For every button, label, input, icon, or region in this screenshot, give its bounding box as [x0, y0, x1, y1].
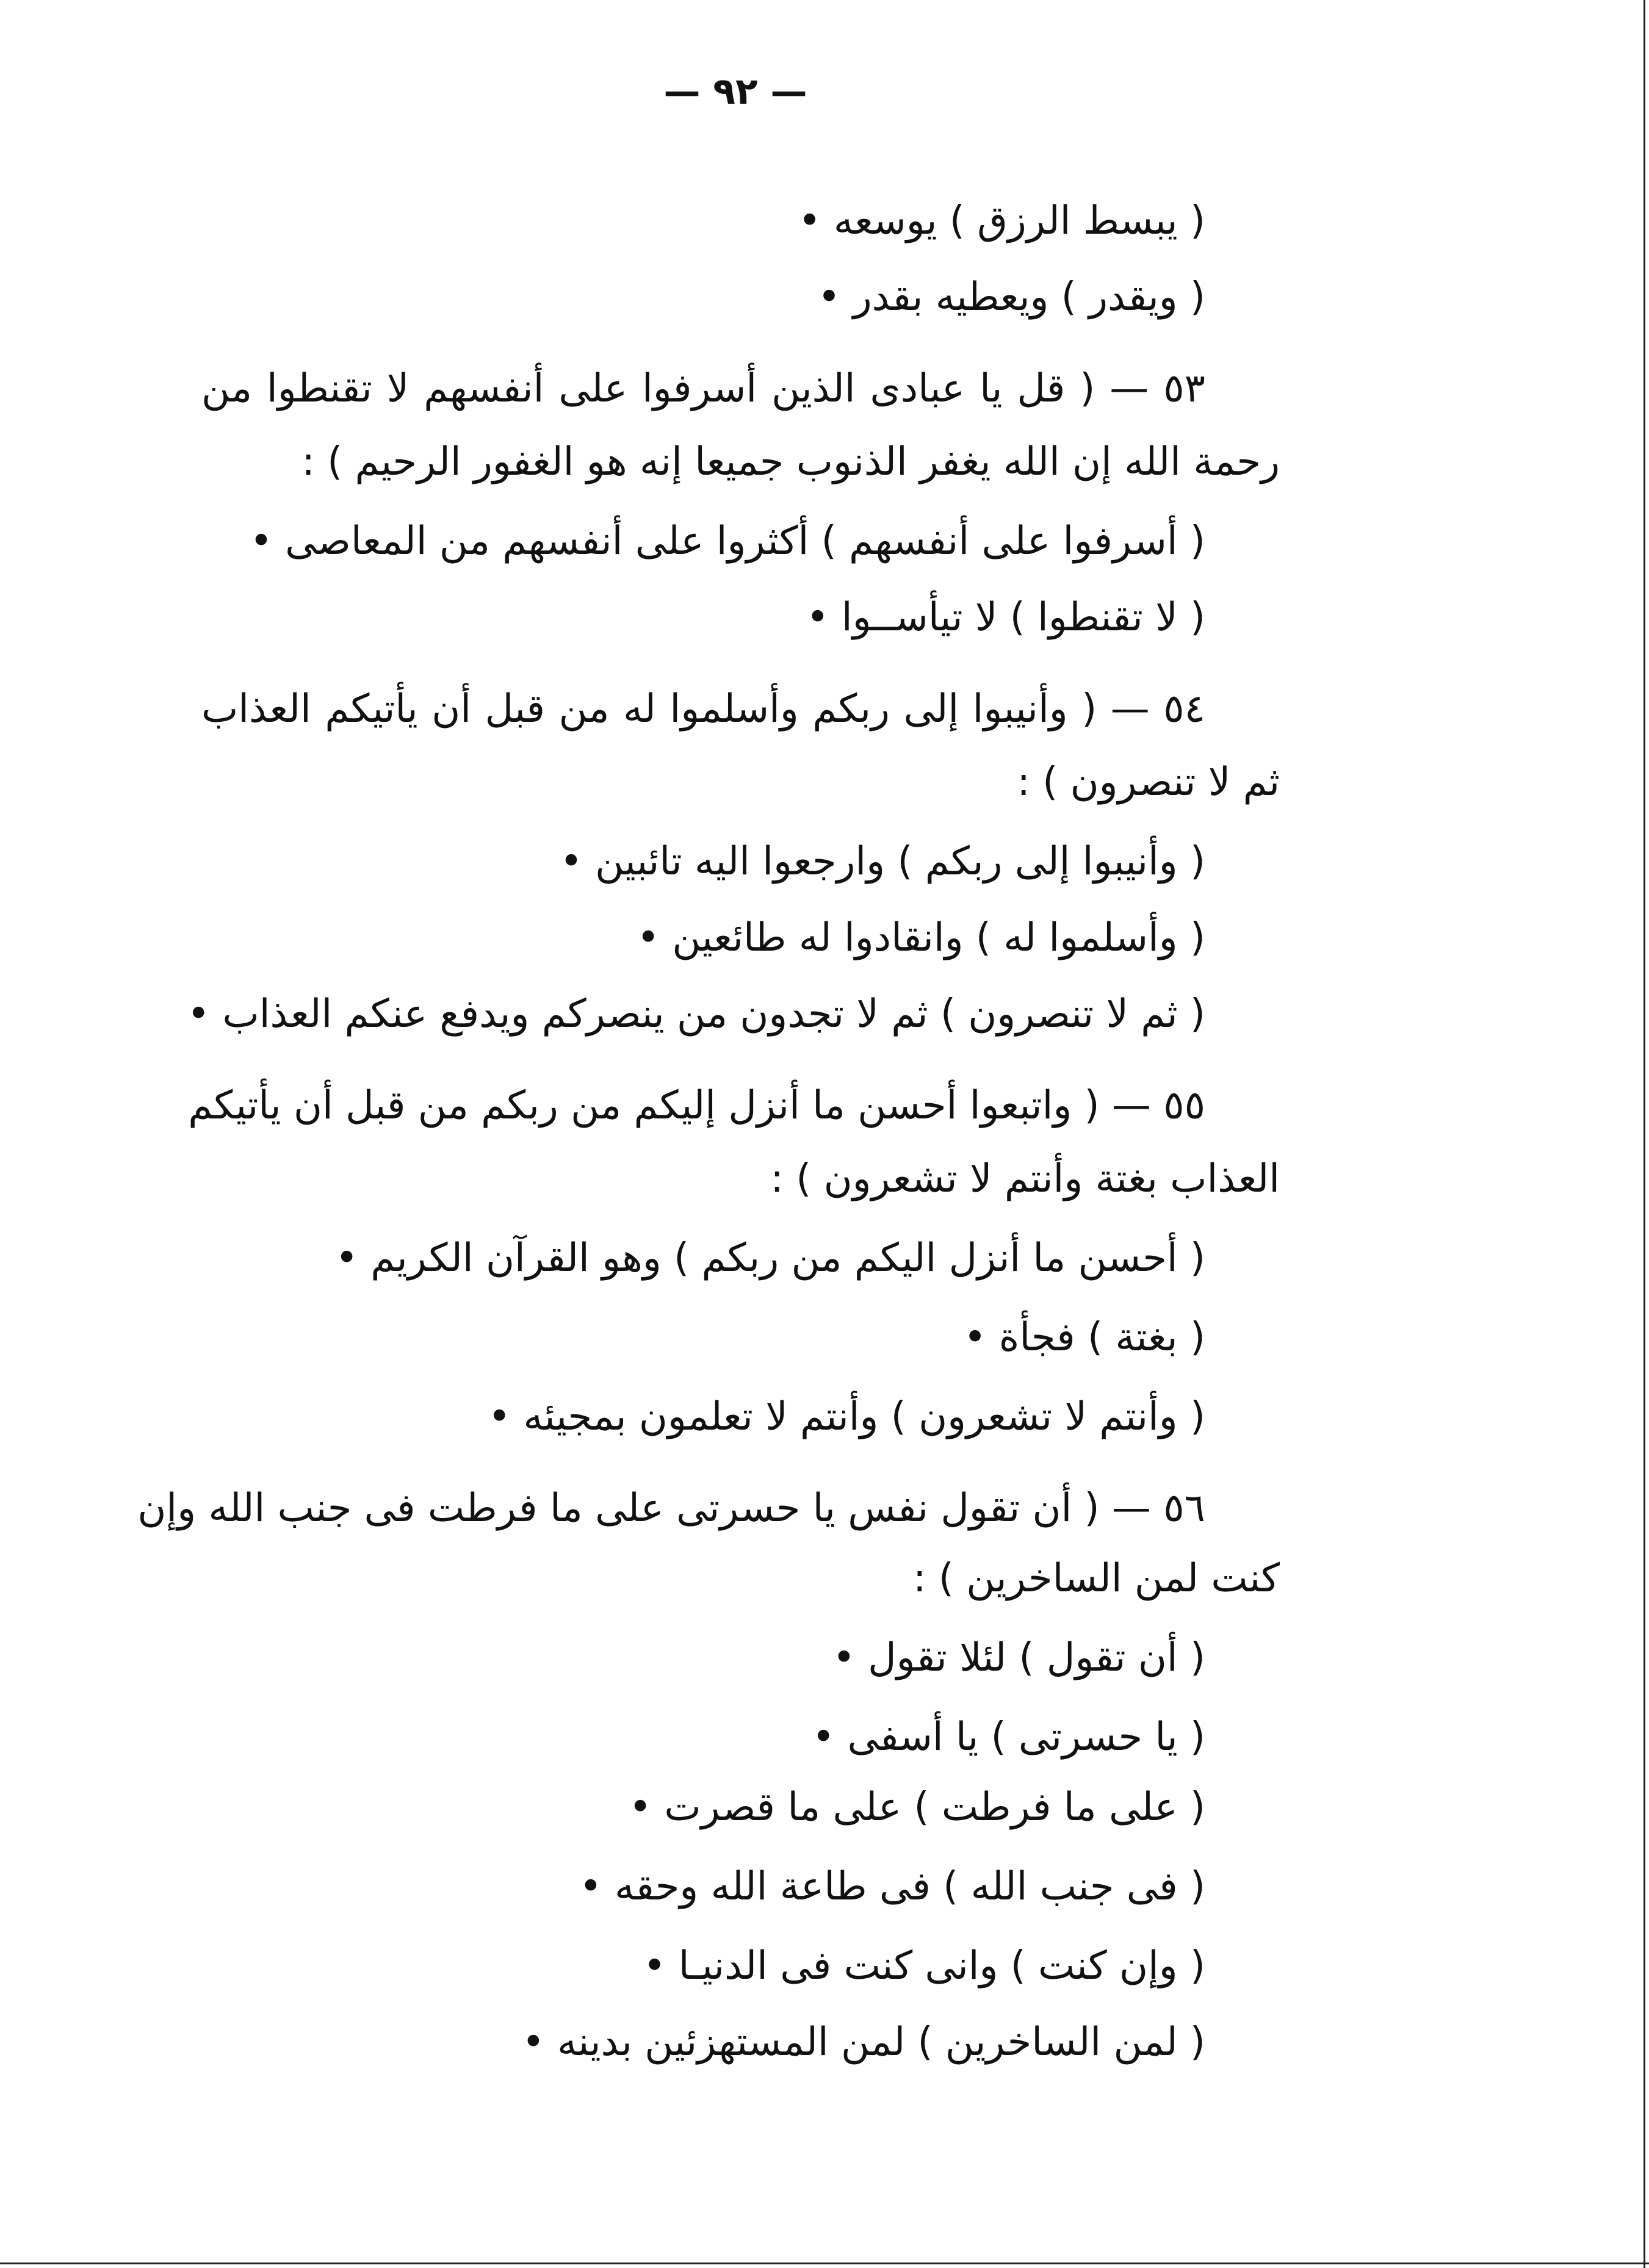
gloss-line: ( وأسلموا له ) وانقادوا له طائعين • [637, 915, 1205, 960]
verse-continuation: كنت لمن الساخرين ) : [912, 1556, 1280, 1601]
gloss-line: ( وأنيبوا إلى ربكم ) وارجعوا اليه تائبين • [560, 839, 1205, 884]
page-edge-right [1644, 0, 1645, 2268]
verse-line: ٥٣ — ( قل يا عبادى الذين أسرفوا على أنفسهم لا تقنطوا من [201, 366, 1205, 411]
gloss-line: ( على ما فرطت ) على ما قصرت • [629, 1785, 1205, 1830]
verse-continuation: العذاب بغتة وأنتم لا تشعرون ) : [770, 1156, 1280, 1201]
gloss-line: ( ويقدر ) ويعطيه بقدر • [817, 275, 1205, 320]
gloss-line: ( وأنتم لا تشعرون ) وأنتم لا تعلمون بمجيئه • [488, 1394, 1205, 1439]
gloss-line: ( فى جنب الله ) فى طاعة الله وحقه • [579, 1864, 1205, 1909]
page-edge-bottom [0, 2263, 1649, 2264]
verse-line: ٥٥ — ( واتبعوا أحسن ما أنزل إليكم من ربكم من قبل أن يأتيكم [188, 1083, 1205, 1128]
gloss-line: ( ثم لا تنصرون ) ثم لا تجدون من ينصركم ويدفع عنكم العذاب • [187, 992, 1205, 1037]
gloss-line: ( لا تقنطوا ) لا تيأســوا • [806, 595, 1205, 640]
gloss-line: ( لمن الساخرين ) لمن المستهزئين بدينه • [522, 2020, 1205, 2065]
verse-line: ٥٤ — ( وأنيبوا إلى ربكم وأسلموا له من قبل أن يأتيكم العذاب [201, 686, 1205, 732]
gloss-line: ( بغتة ) فجأة • [963, 1315, 1205, 1360]
verse-continuation: رحمة الله إن الله يغفر الذنوب جميعا إنه هو الغفور الرحيم ) : [301, 439, 1280, 484]
gloss-line: ( أحسن ما أنزل اليكم من ربكم ) وهو القرآن الكريم • [335, 1236, 1205, 1281]
page-number: — ٩٢ — [663, 70, 807, 113]
gloss-line: ( أن تقول ) لئلا تقول • [832, 1635, 1205, 1680]
gloss-line: ( وإن كنت ) وانى كنت فى الدنيـا • [643, 1943, 1205, 1989]
verse-line: ٥٦ — ( أن تقول نفس يا حسرتى على ما فرطت فى جنب الله وإن [137, 1486, 1205, 1531]
gloss-line: ( أسرفوا على أنفسهم ) أكثروا على أنفسهم من المعاصى • [250, 519, 1205, 564]
gloss-line: ( يبسط الرزق ) يوسعه • [798, 198, 1205, 243]
verse-continuation: ثم لا تنصرون ) : [1017, 760, 1280, 805]
gloss-line: ( يا حسرتى ) يا أسفى • [812, 1715, 1205, 1760]
